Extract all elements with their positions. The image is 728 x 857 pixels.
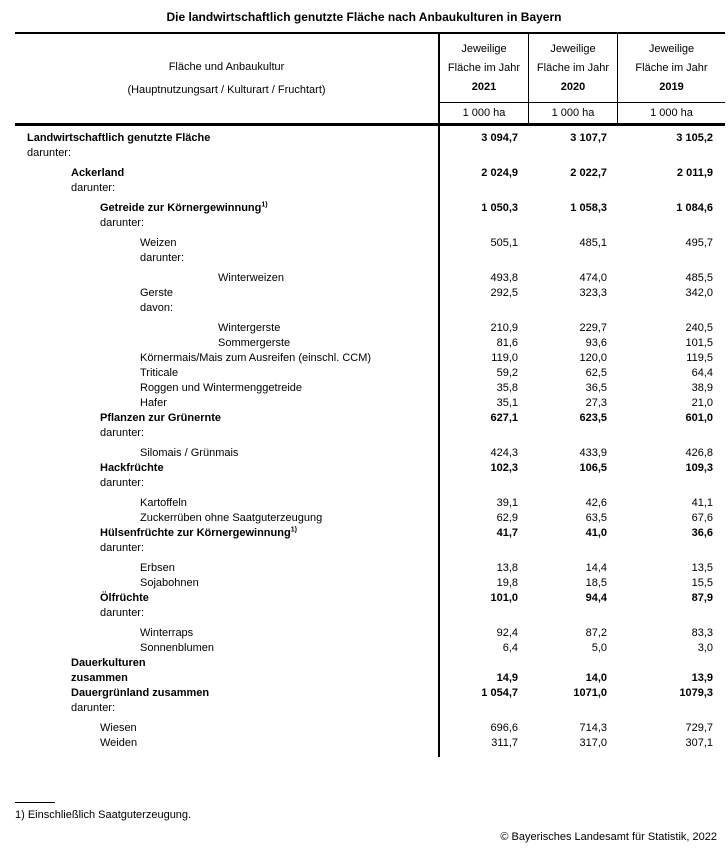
value-2020: 42,6 [585, 497, 607, 509]
row-label: darunter: [100, 427, 145, 439]
value-2021: 1 050,3 [481, 202, 518, 214]
value-2020: 474,0 [579, 272, 607, 284]
value-2021: 627,1 [490, 412, 518, 424]
value-2019: 2 011,9 [676, 167, 713, 179]
value-2020: 1 058,3 [570, 202, 607, 214]
value-2019: 426,8 [685, 447, 713, 459]
table-row [15, 366, 725, 381]
value-2021: 41,7 [496, 527, 518, 539]
row-label: Sommergerste [218, 337, 291, 349]
row-label: Pflanzen zur Grünernte [100, 412, 222, 424]
table-row [15, 511, 725, 526]
value-2021 [438, 541, 528, 556]
copyright: © Bayerisches Landesamt für Statistik, 2022 [500, 831, 717, 843]
table-row [15, 396, 725, 411]
row-label: Roggen und Wintermenggetreide [140, 382, 303, 394]
table-row [15, 686, 725, 701]
statistics-table [15, 32, 725, 757]
row-label: Weiden [100, 737, 138, 749]
value-2021: 35,8 [496, 382, 518, 394]
value-2019 [617, 146, 725, 161]
table-row [15, 561, 725, 576]
value-2019 [617, 606, 725, 621]
table-subheading-row [15, 701, 725, 716]
value-2020 [528, 426, 617, 441]
table-row [15, 446, 725, 461]
value-2020: 93,6 [585, 337, 607, 349]
table-row [15, 271, 725, 286]
value-2021: 35,1 [496, 397, 518, 409]
value-2019: 64,4 [691, 367, 713, 379]
table-body [15, 126, 725, 757]
header-period-line2: Fläche im Jahr [536, 61, 610, 74]
table-subheading-row [15, 146, 725, 161]
value-2020: 94,4 [585, 592, 607, 604]
table-row [15, 286, 725, 301]
value-2019 [617, 541, 725, 556]
row-label: Landwirtschaftlich genutzte Fläche [27, 132, 211, 144]
row-label: darunter: [27, 147, 72, 159]
header-column-2019 [617, 34, 725, 123]
table-row [15, 381, 725, 396]
footnote: 1) Einschließlich Saatguterzeugung. [15, 809, 192, 821]
value-2019: 240,5 [685, 322, 713, 334]
table-row [15, 131, 725, 146]
row-label: darunter: [100, 607, 145, 619]
value-2019 [617, 251, 725, 266]
value-2021: 81,6 [496, 337, 518, 349]
value-2019: 119,5 [686, 352, 713, 364]
row-label: Gerste [140, 287, 174, 299]
value-2020 [528, 476, 617, 491]
value-2021: 1 054,7 [481, 687, 518, 699]
value-2019 [617, 426, 725, 441]
value-2019: 83,3 [691, 627, 713, 639]
row-label: Ölfrüchte [100, 592, 149, 604]
value-2020: 41,0 [585, 527, 607, 539]
footnote-rule [15, 802, 55, 803]
value-2021: 505,1 [490, 237, 518, 249]
value-2021 [438, 476, 528, 491]
value-2021: 311,7 [491, 737, 518, 749]
table-row [15, 526, 725, 541]
row-label: Weizen [140, 237, 177, 249]
value-2021 [438, 606, 528, 621]
value-2019: 342,0 [685, 287, 713, 299]
value-2021: 696,6 [490, 722, 518, 734]
footnote-marker: 1) [290, 526, 297, 534]
header-column-2021 [438, 34, 528, 123]
value-2019: 495,7 [685, 237, 713, 249]
value-2021: 2 024,9 [481, 167, 518, 179]
row-label: Hackfrüchte [100, 462, 164, 474]
value-2021 [438, 251, 528, 266]
value-2019 [617, 476, 725, 491]
value-2021: 119,0 [491, 352, 518, 364]
value-2019: 21,0 [691, 397, 713, 409]
value-2019: 13,5 [691, 562, 713, 574]
value-2021: 101,0 [490, 592, 518, 604]
page-title: Die landwirtschaftlich genutzte Fläche nach Anbaukulturen in Bayern [166, 10, 562, 24]
value-2021 [438, 301, 528, 316]
table-subheading-row [15, 216, 725, 231]
value-2020 [528, 701, 617, 716]
value-2019 [617, 216, 725, 231]
row-label: Getreide zur Körnergewinnung$^{1)}$ [100, 201, 268, 214]
value-2020 [528, 541, 617, 556]
value-2020: 485,1 [579, 237, 607, 249]
header-period-line1: Jeweilige [461, 42, 507, 55]
value-2019: 15,5 [691, 577, 713, 589]
value-2020: 1071,0 [573, 687, 607, 699]
value-2020 [528, 606, 617, 621]
table-row [15, 321, 725, 336]
table-row [15, 496, 725, 511]
table-row [15, 201, 725, 216]
value-2019: 101,5 [685, 337, 713, 349]
value-2019: 13,9 [691, 672, 713, 684]
value-2021: 92,4 [496, 627, 518, 639]
value-2020: 87,2 [585, 627, 607, 639]
value-2020: 623,5 [579, 412, 607, 424]
value-2021 [438, 426, 528, 441]
table-row [15, 461, 725, 476]
value-2019: 41,1 [691, 497, 713, 509]
value-2020: 14,4 [585, 562, 607, 574]
row-label: davon: [140, 302, 174, 314]
value-2021 [438, 146, 528, 161]
value-2021: 3 094,7 [481, 132, 518, 144]
row-label: Winterweizen [218, 272, 285, 284]
header-label-line2: (Hauptnutzungsart / Kulturart / Fruchtart) [127, 84, 326, 96]
row-label: Körnermais/Mais zum Ausreifen (einschl. CCM) [140, 352, 372, 364]
value-2020: 714,3 [579, 722, 607, 734]
value-2021: 210,9 [490, 322, 518, 334]
value-2021: 424,3 [490, 447, 518, 459]
row-label: Winterraps [140, 627, 194, 639]
row-label: Ackerland [71, 167, 125, 179]
header-column-2020 [528, 34, 617, 123]
row-label: darunter: [71, 702, 116, 714]
row-label: Triticale [140, 367, 179, 379]
value-2021: 59,2 [496, 367, 518, 379]
value-2019: 87,9 [691, 592, 713, 604]
value-2019: 109,3 [685, 462, 713, 474]
value-2019: 307,1 [685, 737, 713, 749]
value-2019: 1079,3 [679, 687, 713, 699]
column-divider [438, 126, 440, 757]
value-2020: 63,5 [585, 512, 607, 524]
value-2020: 106,5 [579, 462, 607, 474]
value-2020: 120,0 [579, 352, 607, 364]
header-unit-2021: 1 000 ha [440, 102, 528, 123]
header-year-2019: 2019 [659, 80, 684, 93]
value-2020: 323,3 [579, 287, 607, 299]
value-2020: 62,5 [585, 367, 607, 379]
value-2021: 493,8 [490, 272, 518, 284]
table-row [15, 576, 725, 591]
header-year-2021: 2021 [471, 80, 497, 93]
row-label: Sonnenblumen [140, 642, 215, 654]
row-label: Sojabohnen [140, 577, 199, 589]
row-label: Dauergrünland zusammen [71, 687, 210, 699]
value-2019: 3,0 [697, 642, 713, 654]
row-label: Silomais / Grünmais [140, 447, 239, 459]
row-label: Hülsenfrüchte zur Körnergewinnung$^{1)}$ [100, 526, 297, 539]
value-2021: 6,4 [502, 642, 518, 654]
value-2021 [438, 216, 528, 231]
value-2020 [528, 301, 617, 316]
table-subheading-row [15, 301, 725, 316]
row-label: Erbsen [140, 562, 175, 574]
value-2020: 5,0 [591, 642, 607, 654]
row-label: Hafer [140, 397, 167, 409]
value-2019: 3 105,2 [676, 132, 713, 144]
table-row [15, 656, 725, 686]
table-row [15, 641, 725, 656]
table-subheading-row [15, 541, 725, 556]
header-unit-2020: 1 000 ha [529, 102, 617, 123]
table-row [15, 411, 725, 426]
value-2020: 433,9 [579, 447, 607, 459]
value-2020: 27,3 [585, 397, 607, 409]
value-2021: 62,9 [496, 512, 518, 524]
row-label: darunter: [100, 477, 145, 489]
row-label: darunter: [100, 542, 145, 554]
table-row [15, 336, 725, 351]
value-2019 [617, 181, 725, 196]
value-2021 [438, 181, 528, 196]
header-label-line1: Fläche und Anbaukultur [168, 61, 285, 73]
value-2021: 292,5 [490, 287, 518, 299]
table-row [15, 626, 725, 641]
value-2020 [528, 251, 617, 266]
table-subheading-row [15, 606, 725, 621]
header-period-line2: Fläche im Jahr [635, 61, 708, 74]
value-2019: 485,5 [685, 272, 713, 284]
row-label: Dauerkulturen zusammen [71, 657, 146, 684]
table-subheading-row [15, 181, 725, 196]
table-row [15, 236, 725, 251]
row-label: darunter: [140, 252, 185, 264]
value-2021: 102,3 [490, 462, 518, 474]
row-label: darunter: [100, 217, 145, 229]
value-2020: 14,0 [585, 672, 607, 684]
value-2019: 601,0 [685, 412, 713, 424]
value-2020: 317,0 [579, 737, 607, 749]
table-row [15, 721, 725, 736]
table-row [15, 166, 725, 181]
table-subheading-row [15, 476, 725, 491]
value-2021: 14,9 [496, 672, 518, 684]
table-subheading-row [15, 251, 725, 266]
value-2019 [617, 301, 725, 316]
header-period-line1: Jeweilige [648, 42, 695, 55]
value-2020: 3 107,7 [570, 132, 607, 144]
footnote-marker: 1) [261, 201, 268, 209]
header-label-cell [15, 34, 438, 123]
value-2021: 13,8 [496, 562, 518, 574]
row-label: Zuckerrüben ohne Saatguterzeugung [140, 512, 323, 524]
value-2020 [528, 216, 617, 231]
value-2019: 1 084,6 [676, 202, 713, 214]
row-label: Wiesen [100, 722, 137, 734]
table-row [15, 736, 725, 751]
table-row [15, 591, 725, 606]
value-2021: 39,1 [496, 497, 518, 509]
table-subheading-row [15, 426, 725, 441]
row-label: Wintergerste [218, 322, 281, 334]
header-year-2020: 2020 [560, 80, 586, 93]
value-2020: 18,5 [585, 577, 607, 589]
value-2019: 729,7 [685, 722, 713, 734]
value-2019: 67,6 [691, 512, 713, 524]
table-row [15, 351, 725, 366]
value-2020 [528, 146, 617, 161]
value-2019: 36,6 [691, 527, 713, 539]
value-2020: 229,7 [579, 322, 607, 334]
value-2019: 38,9 [691, 382, 713, 394]
row-label: Kartoffeln [140, 497, 187, 509]
value-2020: 36,5 [585, 382, 607, 394]
value-2020: 2 022,7 [570, 167, 607, 179]
value-2019 [617, 701, 725, 716]
header-unit-2019: 1 000 ha [618, 102, 725, 123]
table-header [15, 34, 725, 126]
value-2021: 19,8 [496, 577, 518, 589]
row-label: darunter: [71, 182, 116, 194]
header-period-line1: Jeweilige [550, 42, 596, 55]
value-2021 [438, 701, 528, 716]
header-period-line2: Fläche im Jahr [447, 61, 521, 74]
value-2020 [528, 181, 617, 196]
